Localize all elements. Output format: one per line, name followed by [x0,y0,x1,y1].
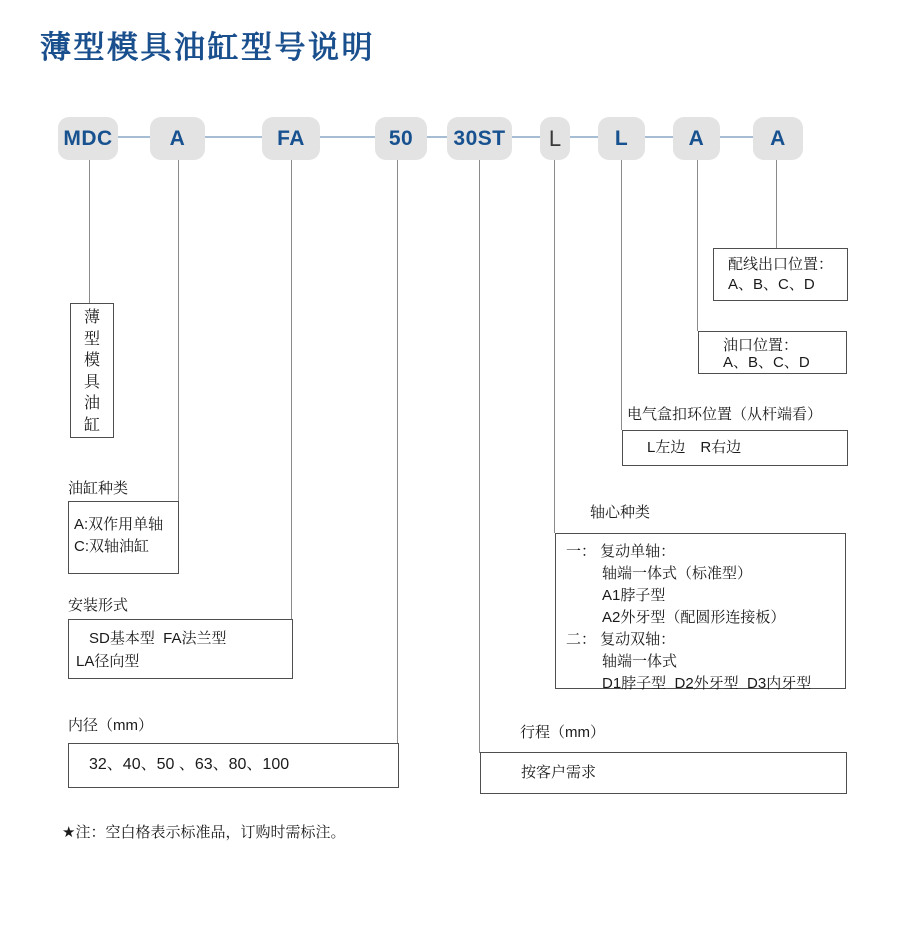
wiring-outlet-box [713,248,848,301]
electric-box-box [622,430,848,466]
shaft-line: 轴端一体式（标准型） [602,565,753,582]
product-char: 模 [83,352,100,369]
stroke-label: 行程（mm） [520,724,605,741]
stroke-value: 按客户需求 [521,764,597,781]
bore-box [68,743,399,788]
cylinder-type-label: 油缸种类 [68,480,129,497]
leader-line-bore [397,160,398,743]
page-title: 薄型模具油缸型号说明 [40,30,375,65]
connector-h-1 [118,136,150,138]
code-segment-bore: 50 [375,117,427,160]
bore-values: 32、40、50 、63、80、100 [89,756,290,773]
connector-h-2 [205,136,262,138]
product-char: 型 [83,330,100,348]
connector-h-3 [320,136,375,138]
footnote: ★注：空白格表示标准品，订购时需标注。 [62,824,346,841]
connector-h-4 [427,136,447,138]
product-char: 缸 [83,416,100,434]
code-segment-mdc: MDC [58,117,118,160]
mounting-label: 安装形式 [68,597,129,614]
product-char: 薄 [83,309,100,326]
connector-h-5 [512,136,540,138]
product-char: 具 [83,373,100,391]
stroke-box [480,752,847,794]
leader-line-mount [291,160,292,678]
leader-line-port [697,160,698,331]
electric-box-line: L左边 R右边 [647,439,742,456]
oil-port-box [698,331,847,374]
electric-box-label: 电气盒扣环位置（从杆端看） [627,406,823,423]
shaft-line: 一： 复动单轴： [566,543,676,560]
bore-label: 内径（mm） [68,717,153,734]
product-name-box [70,303,114,438]
wiring-outlet-line: A、B、C、D [728,276,815,293]
code-segment-stroke: 30ST [447,117,512,160]
leader-line-wiring [776,160,777,248]
leader-line-mdc [89,160,90,303]
cylinder-type-line: A:双作用单轴 [74,516,164,533]
mounting-line: LA径向型 [76,653,140,670]
shaft-line: 二： 复动双轴： [566,631,676,648]
shaft-box [555,533,846,692]
connector-h-8 [720,136,753,138]
leader-line-shaft [554,160,555,533]
oil-port-line: A、B、C、D [723,354,810,371]
code-segment-mount: FA [262,117,320,160]
leader-line-type [178,160,179,501]
mounting-line: SD基本型 FA法兰型 [89,630,227,647]
connector-h-6 [570,136,598,138]
code-segment-wiring: A [753,117,803,160]
cylinder-type-line: C:双轴油缸 [74,538,150,555]
connector-h-7 [645,136,673,138]
leader-line-stroke [479,160,480,753]
shaft-line: A2外牙型（配圆形连接板） [602,609,786,626]
oil-port-line: 油口位置： [723,337,799,354]
code-segment-type: A [150,117,205,160]
mounting-box [68,619,293,679]
shaft-line: 轴端一体式 [602,653,678,670]
code-segment-port: A [673,117,720,160]
code-segment-shaft: L [540,117,570,160]
wiring-outlet-line: 配线出口位置： [728,256,834,273]
cylinder-type-box [68,501,179,574]
product-char: 油 [83,395,100,412]
code-segment-ebox: L [598,117,645,160]
shaft-line: A1脖子型 [602,587,666,604]
shaft-label: 轴心种类 [590,504,651,521]
leader-line-ebox [621,160,622,430]
shaft-line: D1脖子型 D2外牙型 D3内牙型 [602,675,812,692]
